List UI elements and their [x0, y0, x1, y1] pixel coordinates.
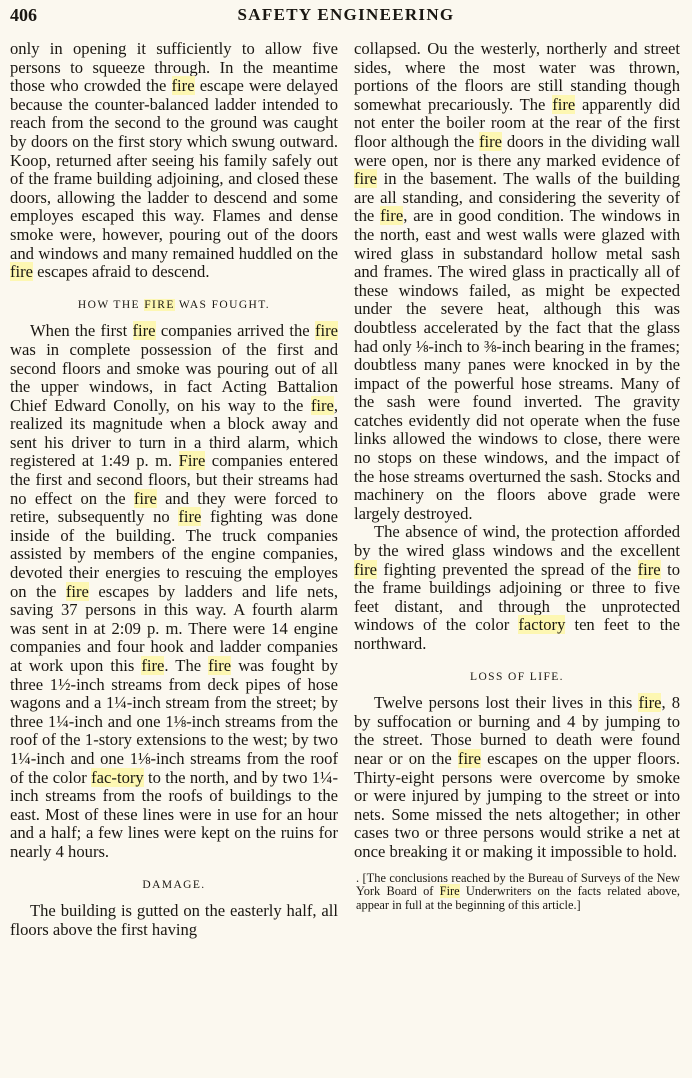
text-run: collapsed. Ou the westerly, northerly and street sides, where the most water was thrown, portions of the floors are still standing though somewhat precariously. The [354, 39, 680, 114]
highlighted-term: fire [171, 76, 195, 96]
highlighted-term: fire [178, 507, 202, 527]
text-run: DAMAGE. [142, 878, 206, 891]
body-paragraph [10, 322, 338, 861]
highlighted-term: tory [116, 767, 144, 787]
text-run: was in complete possession of the first and second floors and smoke was pouring out of all the upper windows, in fact Acting Battalion Chief Edward Conolly, on his way to the [10, 339, 338, 415]
text-run: escapes by ladders and life nets, saving 37 persons in this way. A fourth alarm was sent in at 2:09 p. m. There were 14 engine companies and four hook and ladder companies at work upon this [10, 581, 338, 675]
highlighted-term: fire [638, 693, 662, 713]
footnote [354, 872, 680, 913]
highlighted-term: fire [10, 262, 34, 282]
body-paragraph [354, 40, 680, 523]
text-run: Twelve persons lost their lives in this [374, 693, 639, 713]
body-paragraph [10, 902, 338, 939]
section-heading [354, 668, 680, 687]
text-run: The absence of wind, the protection afforded by the wired glass windows and the excellent [354, 522, 680, 561]
text-run: and they were forced to retire, subsequently no [10, 488, 339, 527]
highlighted-term: fire [354, 559, 378, 579]
page-number: 406 [10, 5, 37, 25]
text-run: escapes afraid to descend. [33, 262, 210, 282]
text-run: HOW THE [77, 298, 145, 311]
highlighted-term: fire [208, 656, 232, 675]
text-run: only in opening it sufficiently to allow five persons to squeeze through. In the meantime those who crowded the [10, 39, 338, 96]
text-run: fighting was done inside of the building. The truck companies assisted by members of the engine companies, devoted their energies to rescuing the employes on the [10, 507, 338, 601]
text-run: ten feet to the northward. [354, 615, 680, 653]
highlighted-term: fire [354, 169, 378, 189]
text-run: . The [164, 656, 209, 675]
text-run: , 8 by suffocation or burning and 4 by jumping to the street. Those burned to death were found near or on the [354, 693, 680, 768]
text-run: to the north, and by two 1¼-inch streams from the roofs of buildings to the east. Most of these lines were in use for an hour and a half; a few lines were kept on the ruins for nearly 4 hours. [10, 767, 338, 861]
highlighted-term: fire [65, 581, 89, 601]
left-column [10, 40, 338, 939]
highlighted-term: fire [552, 94, 576, 114]
text-run: was fought by three 1½-inch streams from deck pipes of hose wagons and a 1¼-inch stream from the street; by three 1¼-inch and one 1⅛-inch streams from the roof of the 1-story extensions to the west; by two 1¼-inch and one 1⅛-inch streams from the roof of the color [10, 656, 338, 787]
body-paragraph [354, 694, 680, 861]
text-run: The building is gutted on the easterly half, all floors above the first having [10, 901, 338, 939]
text-run: companies entered the first and second floors, but their streams had no effect on the [10, 451, 338, 508]
right-column [354, 40, 680, 912]
text-run: Underwriters on the facts related above, appear in full at the beginning of this article.] [356, 884, 680, 912]
highlighted-term: fire [314, 321, 338, 341]
text-run: . [The conclusions reached by the Bureau of Surveys of the New York Board of [356, 870, 680, 899]
text-run: LOSS OF LIFE. [470, 670, 564, 683]
page-header [10, 2, 682, 28]
text-run: , are in good condition. The windows in the north, east and west walls were glazed with wired glass in substandard hollow metal sash and frames. The wired glass in practically all of these windows failed, as might be expected under the severe heat, although this was doubtless accelerated by the fact that the glass had only ⅛-inch to ⅜-inch bearing in the frames; doubtless many panes were knocked in by the impact of the powerful hose streams. Many of the sash were found inverted. The gravity catches evidently did not operate when the fuse links allowed the windows to close, there were no stops on these windows, and the impact of the hose streams overturned the sash. Stocks and machinery on the floors above grade were largely destroyed. [354, 206, 680, 523]
highlighted-term: fire [133, 488, 157, 508]
text-run: companies arrived the [155, 321, 315, 341]
section-heading [10, 296, 338, 315]
text-run: to the frame buildings adjoining or three to five feet distant, and through the unprotected windows of the color [354, 559, 680, 635]
highlighted-term: Fire [178, 451, 206, 471]
text-run: escapes on the upper floors. Thirty-eight persons were overcome by smoke or were injured by jumping to the street or into nets. Some missed the nets altogether; in other cases two or three persons would strike a net at once breaking it or making it impossible to hold. [354, 748, 680, 861]
text-run: When the first [30, 321, 133, 341]
highlighted-term: fire [479, 131, 503, 151]
highlighted-term: fire [132, 321, 156, 341]
highlighted-term: fac- [91, 767, 117, 787]
highlighted-term: fire [141, 656, 165, 675]
section-heading [10, 876, 338, 895]
body-paragraph [354, 523, 680, 653]
text-run: apparently did not enter the boiler room at the rear of the first floor although the [354, 94, 680, 151]
text-run: fighting prevented the spread of the [377, 559, 638, 579]
text-run: , realized its magnitude when a block away and sent his driver to turn in a third alarm, which registered at 1:49 p. m. [10, 395, 338, 471]
highlighted-term: fire [457, 748, 481, 768]
running-head: SAFETY ENGINEERING [237, 5, 455, 24]
highlighted-term: factory [518, 615, 566, 635]
highlighted-term: Fire [439, 884, 460, 899]
text-run: doors in the dividing wall were open, nor is there any marked evidence of [354, 131, 680, 170]
highlighted-term: fire [637, 559, 661, 579]
body-paragraph [10, 40, 338, 282]
text-run: in the basement. The walls of the building are all standing, and considering the severity of the [354, 169, 680, 226]
highlighted-term: fire [380, 206, 404, 226]
text-run: WAS FOUGHT. [174, 298, 271, 311]
highlighted-term: fire [310, 395, 334, 415]
text-run: escape were delayed because the counter-balanced ladder intended to reach from the second to the ground was caught by doors on the first story which swung outward. Koop, returned after seeing his family safely out of the frame building adjoining, and closed these doors, allowing the ladder to descend and some employes escaped this way. Flames and dense smoke were, however, pouring out of the doors and windows and many remained huddled on the [10, 76, 338, 263]
highlighted-term: FIRE [144, 298, 175, 311]
